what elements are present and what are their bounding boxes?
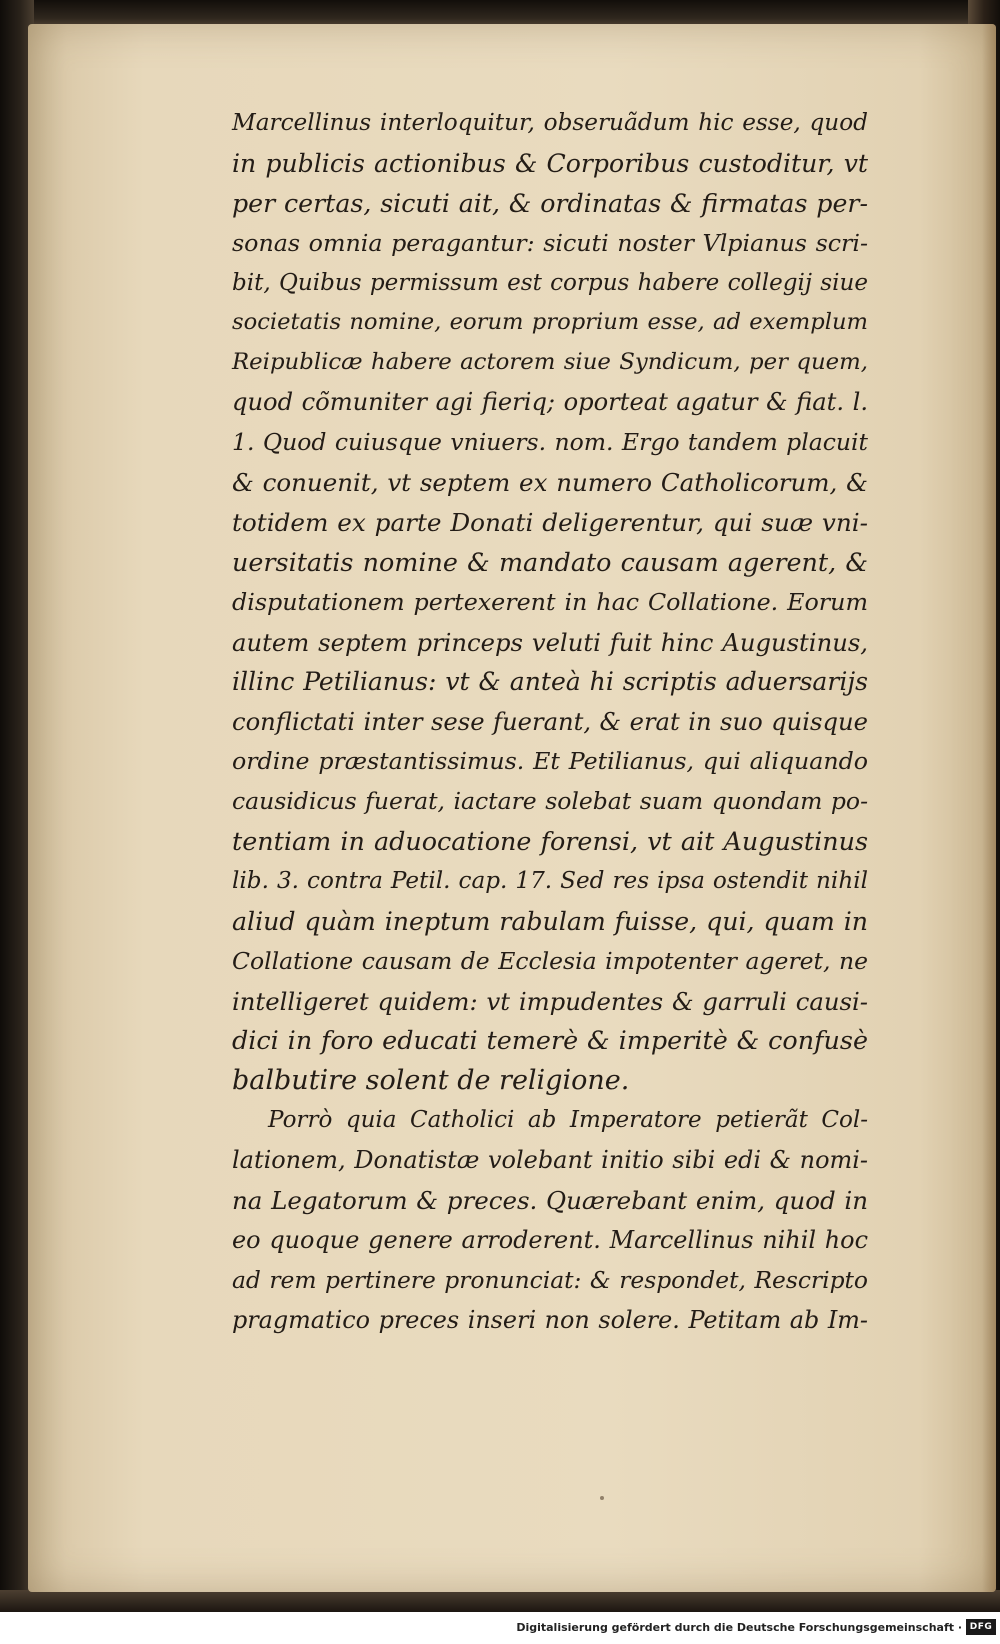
text-line: uersitatis nomine & mandato causam agerent, & [232, 546, 868, 577]
book-edge-bottom [0, 1590, 1000, 1612]
text-line: disputationem pertexerent in hac Collatione. Eorum [232, 587, 868, 616]
text-line: per certas, sicuti ait, & ordinatas & firmatas per- [232, 188, 868, 218]
text-line: Collatione causam de Ecclesia impotenter ageret, ne [232, 946, 868, 975]
text-line: pragmatico preces inseri non solere. Petitam ab Im- [232, 1305, 868, 1334]
paper-speck [600, 1496, 604, 1500]
text-line: intelligeret quidem: vt impudentes & garruli causi- [232, 986, 868, 1016]
page-text-block [232, 104, 868, 1341]
text-line: autem septem princeps veluti fuit hinc Augustinus, [232, 627, 868, 657]
text-line: aliud quàm ineptum rabulam fuisse, qui, quam in [232, 906, 868, 936]
text-line: eo quoque genere arroderent. Marcellinus nihil hoc [232, 1225, 868, 1254]
dfg-funding-caption: Digitalisierung gefördert durch die Deutsche Forschungsgemeinschaft · [516, 1621, 962, 1634]
text-line: 1. Quod cuiusque vniuers. nom. Ergo tandem placuit [232, 428, 868, 457]
text-line: causidicus fuerat, iactare solebat suam quondam po- [232, 787, 868, 816]
text-line: conflictati inter sese fuerant, & erat in suo quisque [232, 707, 868, 737]
text-line: Reipublicæ habere actorem siue Syndicum, per quem, [232, 349, 868, 376]
paragraph-end-line: balbutire solent de religione. [232, 1065, 630, 1097]
text-line: in publicis actionibus & Corporibus custoditur, vt [232, 148, 868, 178]
text-line: ordine præstantissimus. Et Petilianus, qui aliquando [232, 747, 868, 776]
digitization-footer [0, 1612, 1000, 1644]
text-line: ad rem pertinere pronunciat: & respondet, Rescripto [232, 1265, 868, 1294]
text-line: Marcellinus interloquitur, obseruãdum hic esse, quod [232, 110, 868, 136]
text-line: totidem ex parte Donati deligerentur, qui suæ vni- [232, 507, 868, 537]
book-edge-top [0, 0, 1000, 26]
text-line: na Legatorum & preces. Quærebant enim, quod in [232, 1186, 868, 1216]
text-line: tentiam in aduocatione forensi, vt ait Augustinus [232, 826, 868, 857]
text-line: illinc Petilianus: vt & anteà hi scriptis aduersarijs [232, 667, 868, 697]
text-line: quod cõmuniter agi fieriq; oporteat agatur & fiat. l. [232, 388, 868, 417]
paragraph-start-line: Porrò quia Catholici ab Imperatore petierãt Col- [268, 1107, 868, 1134]
text-line: & conuenit, vt septem ex numero Catholicorum, & [232, 468, 868, 498]
text-line: sonas omnia peragantur: sicuti noster Vlpianus scri- [232, 228, 868, 257]
text-line: societatis nomine, eorum proprium esse, ad exemplum [232, 309, 868, 336]
text-line: dici in foro educati temerè & imperitè & confusè [232, 1025, 868, 1056]
dfg-logo-icon: DFG [966, 1619, 996, 1635]
text-line: lationem, Donatistæ volebant initio sibi edi & nomi- [232, 1146, 868, 1175]
page-gutter-shadow [982, 24, 996, 1592]
text-line: lib. 3. contra Petil. cap. 17. Sed res ipsa ostendit nihil [232, 867, 868, 894]
text-line: bit, Quibus permissum est corpus habere collegij siue [232, 269, 868, 296]
